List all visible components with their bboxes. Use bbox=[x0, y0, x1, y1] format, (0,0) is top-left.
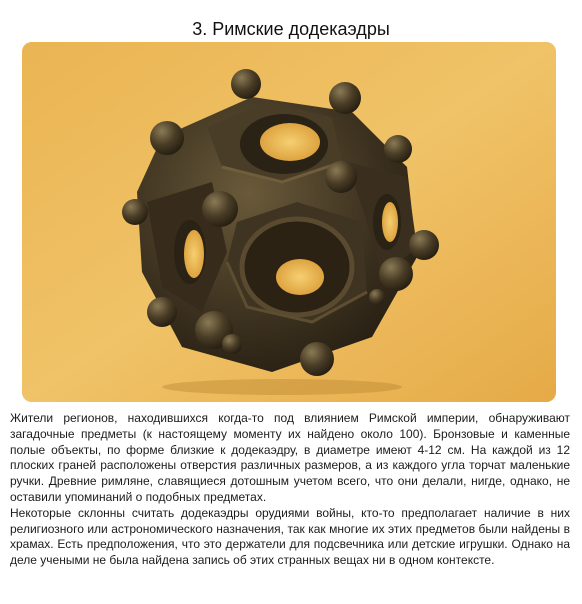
dodecahedron-photo bbox=[22, 42, 556, 402]
article-paragraph-1: Жители регионов, находившихся когда-то под влиянием Римской империи, обнаруживают загадочные предметы (к настоящему моменту их найдено около 100). Бронзовые и каменные полые объекты, по форме близкие к додекаэдру, в диаметре имеют 4-12 см. На каждой из 12 плоских граней расположены отверстия различных размеров, а из каждого угла торчат маленькие ручки. Древние римляне, славящиеся дотошным учетом всего, что они делали, нигде, однако, не оставили упоминаний о подобных предметах. bbox=[10, 411, 570, 504]
article-paragraph-2: Некоторые склонны считать додекаэдры орудиями войны, кто-то предполагает наличие в них религиозного или астрономического назначения, так как многие их этих предметов были найдены в храмах. Есть предположения, что это держатели для подсвечника или детские игрушки. Однако на деле учеными не была найдена запись об этих странных вещах ни в одном контексте. bbox=[10, 505, 570, 568]
page-title: 3. Римские додекаэдры bbox=[192, 19, 390, 40]
article-body bbox=[10, 411, 570, 569]
roman-dodecahedron-icon bbox=[22, 42, 556, 402]
